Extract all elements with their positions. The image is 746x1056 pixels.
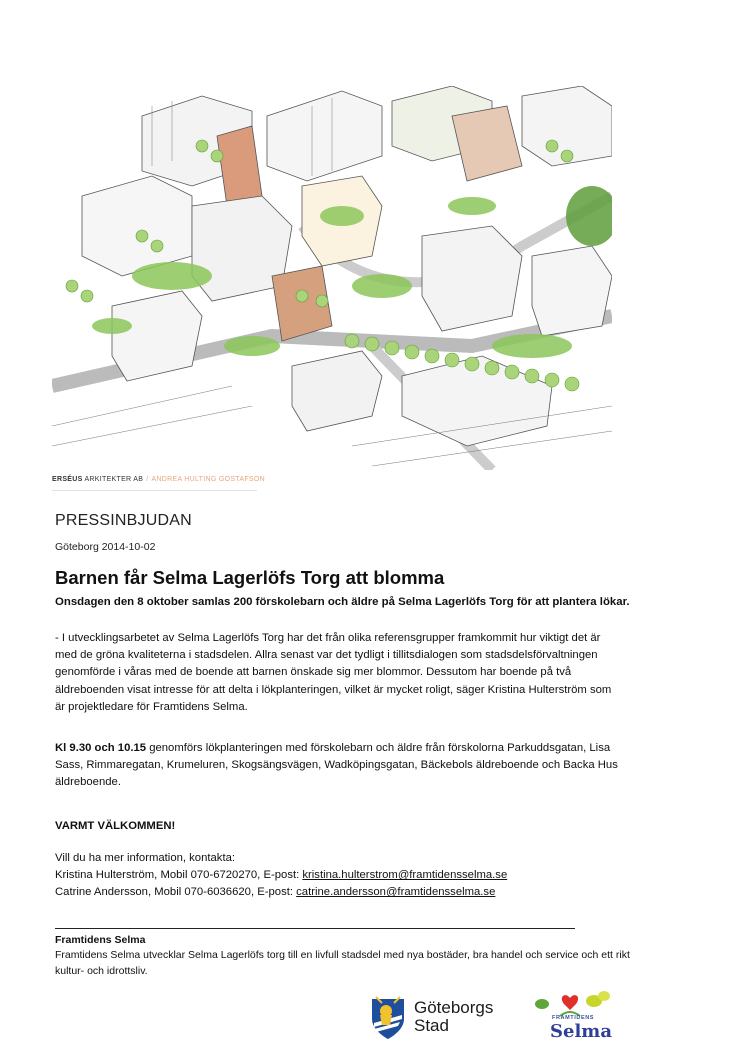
goteborg-coat-of-arms-icon [366,995,410,1041]
email-link-2[interactable]: catrine.andersson@framtidensselma.se [296,886,496,899]
quote-paragraph [55,630,695,716]
paragraph-line: - I utvecklingsarbetet av Selma Lagerlöfs Torg har det från olika referensgrupper framkommit hur viktigt det är [55,632,601,644]
city-illustration [52,86,612,470]
credit-firm: ARKITEKTER AB [84,476,144,483]
contact-intro: Vill du ha mer information, kontakta: [55,852,236,864]
subheadline: Onsdagen den 8 oktober samlas 200 förskolebarn och äldre på Selma Lagerlöfs Torg för att plantera lökar. [55,596,630,608]
paragraph-line: är projektledare för Framtidens Selma. [55,700,248,713]
selma-logo [530,988,635,1048]
goteborg-logo [366,995,516,1043]
headline: Barnen får Selma Lagerlöfs Torg att blomma [55,567,445,588]
paragraph-line: med de gröna kvaliteterna i stadsdelen. Allra senast var det tydligt i tillitsdialogen som stadsdelsförvaltningen [55,649,598,662]
time-highlight: Kl 9.30 och 10.15 [55,742,147,754]
document-date: Göteborg 2014-10-02 [55,541,156,553]
paragraph-line: Sass, Rimmaregatan, Krumeluren, Skogsängsvägen, Wadköpingsgatan, Bäckebols äldreboende och Backa Hus [55,759,618,772]
contact-person-2-text: Catrine Andersson, Mobil 070-6036620, E-post: [55,886,297,899]
goteborg-wordmark [414,999,493,1035]
paragraph-line: genomförde i våras med de boende att barnen önskade sig mer blommor. Dessutom har boende på två [55,666,572,679]
paragraph-line: äldreboende. [55,776,121,789]
goteborg-line-2: Stad [414,1016,449,1035]
welcome-text: VARMT VÄLKOMMEN! [55,820,176,832]
credit-divider [52,490,257,491]
contact-person-1 [55,867,695,884]
email-link-1[interactable]: kristina.hulterstrom@framtidensselma.se [302,869,508,882]
contact-person-1-text: Kristina Hulterström, Mobil 070-6720270, E-post: [55,869,303,882]
credit-illustrator: ANDREA HULTING GOSTAFSON [151,476,265,483]
paragraph-line [55,740,695,757]
paragraph-line: äldreboenden visat intresse för att delta i lökplanteringen, vilket är mycket roligt, säger Kristina Hulterström som [55,683,612,696]
selma-wordmark: Selma [550,1021,612,1042]
paragraph-text: genomförs lökplanteringen med förskolebarn och äldre från förskolorna Parkuddsgatan, Lisa [146,742,611,754]
about-line: Framtidens Selma utvecklar Selma Lagerlöfs torg till en livfull stadsdel med nya bostäder, bra handel och service och ett rikt [55,949,630,961]
goteborg-line-1: Göteborgs [414,998,494,1017]
credit-separator: / [146,476,149,483]
selma-small-text: FRAMTIDENS [552,1015,595,1021]
about-title: Framtidens Selma [55,934,146,946]
about-line: kultur- och idrottsliv. [55,964,148,977]
selma-flower-icon [530,988,635,1018]
about-text [55,948,695,979]
document-type: PRESSINBJUDAN [55,512,192,529]
footer-divider [55,928,575,929]
schedule-paragraph [55,740,695,792]
contact-block [55,850,695,902]
contact-person-2 [55,884,695,901]
image-credit [52,476,265,483]
credit-firm-bold: ERSÉUS [52,476,83,483]
